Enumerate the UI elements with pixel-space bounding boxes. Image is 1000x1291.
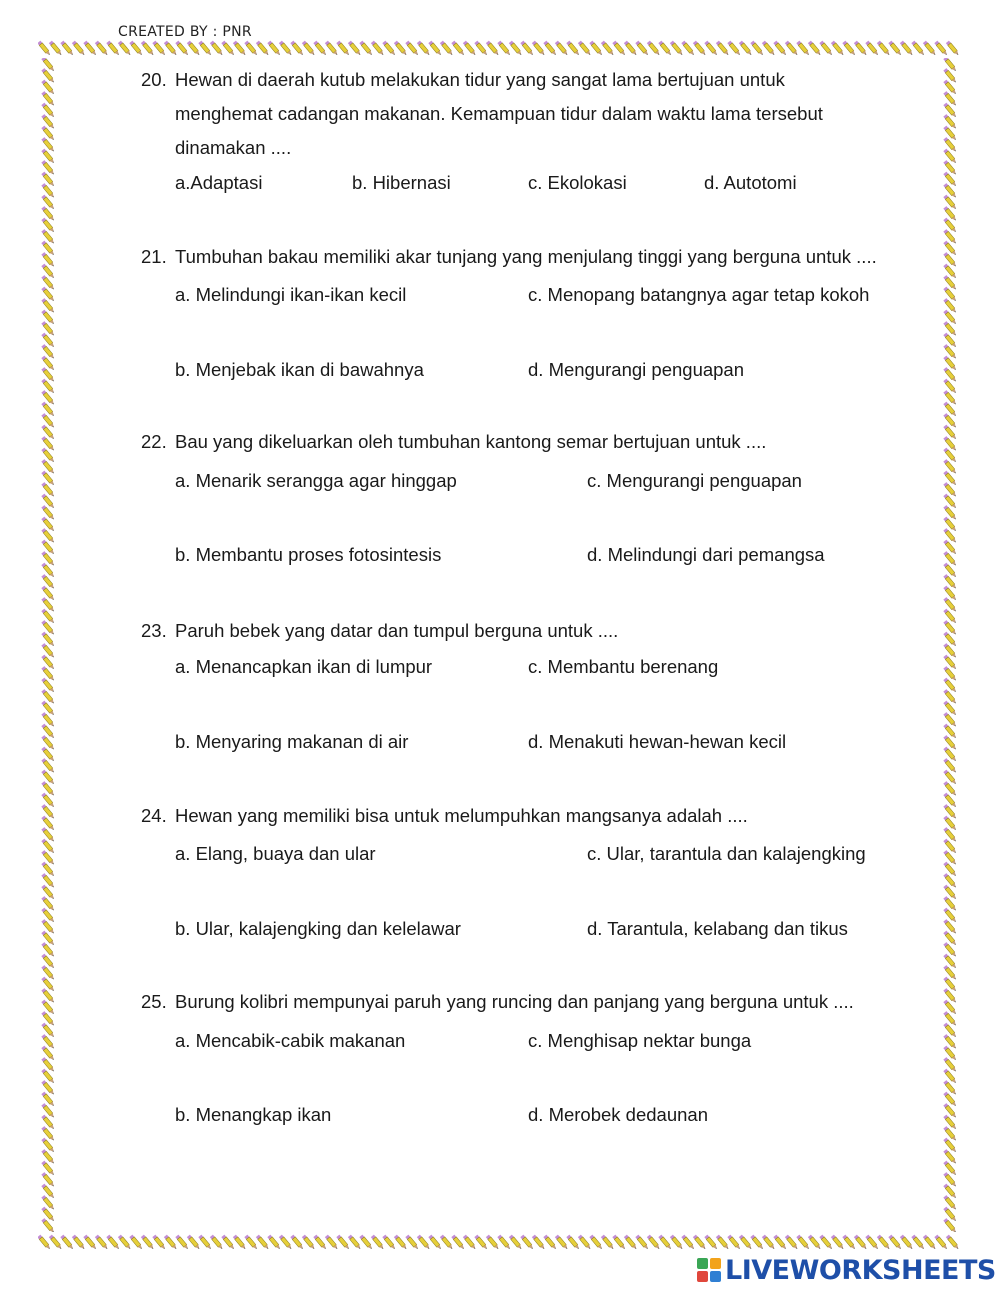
option-20c[interactable]: c. Ekolokasi xyxy=(528,172,627,193)
liveworksheets-logo[interactable] xyxy=(697,1253,996,1287)
question-text-line: menghemat cadangan makanan. Kemampuan tidur dalam waktu lama tersebut xyxy=(175,103,823,124)
option-23c[interactable]: c. Membantu berenang xyxy=(528,656,719,677)
question-text-line: Tumbuhan bakau memiliki akar tunjang yang menjulang tinggi yang berguna untuk .... xyxy=(175,246,877,267)
pencil-border-left xyxy=(38,58,58,1232)
pencil-border-right xyxy=(940,58,960,1232)
question-text-line: Burung kolibri mempunyai paruh yang runcing dan panjang yang berguna untuk .... xyxy=(175,991,854,1012)
option-25c[interactable]: c. Menghisap nektar bunga xyxy=(528,1030,752,1051)
option-25b[interactable]: b. Menangkap ikan xyxy=(175,1104,332,1125)
pencil-icon xyxy=(946,1235,960,1251)
option-22b[interactable]: b. Membantu proses fotosintesis xyxy=(175,544,442,565)
option-24b[interactable]: b. Ular, kalajengking dan kelelawar xyxy=(175,918,461,939)
pencil-icon xyxy=(946,41,960,57)
option-23b[interactable]: b. Menyaring makanan di air xyxy=(175,731,409,752)
question-number: 22. xyxy=(141,431,167,452)
option-25d[interactable]: d. Merobek dedaunan xyxy=(528,1104,708,1125)
option-23a[interactable]: a. Menancapkan ikan di lumpur xyxy=(175,656,433,677)
option-21a[interactable]: a. Melindungi ikan-ikan kecil xyxy=(175,284,407,305)
option-21b[interactable]: b. Menjebak ikan di bawahnya xyxy=(175,359,424,380)
option-20b[interactable]: b. Hibernasi xyxy=(352,172,451,193)
option-21d[interactable]: d. Mengurangi penguapan xyxy=(528,359,745,380)
option-24a[interactable]: a. Elang, buaya dan ular xyxy=(175,843,376,864)
brand-name: LIVEWORKSHEETS xyxy=(725,1254,996,1286)
option-20a[interactable]: a.Adaptasi xyxy=(175,172,263,193)
option-21c[interactable]: c. Menopang batangnya agar tetap kokoh xyxy=(528,284,870,305)
pencil-border-top xyxy=(38,38,960,58)
option-24c[interactable]: c. Ular, tarantula dan kalajengking xyxy=(587,843,866,864)
option-20d[interactable]: d. Autotomi xyxy=(704,172,797,193)
option-25a[interactable]: a. Mencabik-cabik makanan xyxy=(175,1030,406,1051)
logo-squares-icon xyxy=(697,1258,721,1282)
question-text-line: Paruh bebek yang datar dan tumpul berguna untuk .... xyxy=(175,620,619,641)
question-number: 24. xyxy=(141,805,167,826)
question-number: 25. xyxy=(141,991,167,1012)
creator-label: CREATED BY : PNR xyxy=(118,24,252,40)
question-text-line: Hewan di daerah kutub melakukan tidur yang sangat lama bertujuan untuk xyxy=(175,69,785,90)
option-24d[interactable]: d. Tarantula, kelabang dan tikus xyxy=(587,918,848,939)
option-22a[interactable]: a. Menarik serangga agar hinggap xyxy=(175,470,457,491)
option-23d[interactable]: d. Menakuti hewan-hewan kecil xyxy=(528,731,787,752)
option-22d[interactable]: d. Melindungi dari pemangsa xyxy=(587,544,825,565)
pencil-border-bottom xyxy=(38,1232,960,1252)
question-text-line: Hewan yang memiliki bisa untuk melumpuhkan mangsanya adalah .... xyxy=(175,805,748,826)
question-number: 20. xyxy=(141,69,167,90)
option-22c[interactable]: c. Mengurangi penguapan xyxy=(587,470,802,491)
question-number: 23. xyxy=(141,620,167,641)
question-text-line: dinamakan .... xyxy=(175,137,292,158)
question-number: 21. xyxy=(141,246,167,267)
question-text-line: Bau yang dikeluarkan oleh tumbuhan kantong semar bertujuan untuk .... xyxy=(175,431,767,452)
